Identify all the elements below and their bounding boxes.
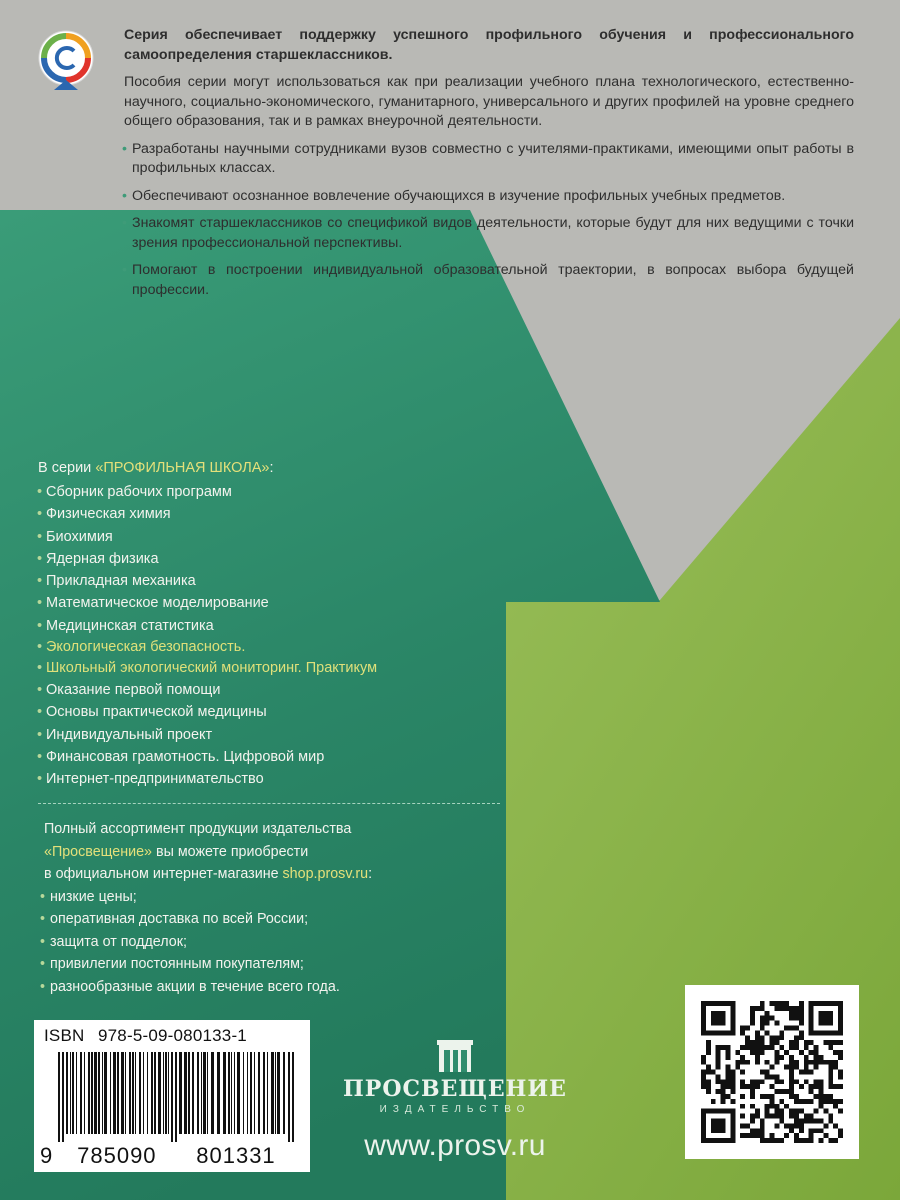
list-item-text: Школьный экологический мониторинг. Практикум: [46, 660, 378, 677]
list-item: • Биохимия: [38, 526, 498, 548]
shop-line-3: [44, 863, 504, 886]
shop-line-2: [44, 841, 504, 864]
isbn-text: [44, 1026, 247, 1046]
list-item: • привилегии постоянным покупателям;: [44, 953, 504, 976]
shop-link[interactable]: shop.prosv.ru: [282, 866, 369, 882]
publisher-brand: «Просвещение»: [44, 843, 153, 860]
isbn-barcode-box: [34, 1020, 310, 1172]
series-description: [124, 26, 854, 308]
list-item: • Финансовая грамотность. Цифровой мир: [38, 746, 498, 768]
shop-line-3-text: в официальном интернет-магазине: [44, 866, 279, 882]
list-item: • Основы практической медицины: [38, 701, 498, 723]
list-item: • Оказание первой помощи: [38, 679, 498, 701]
list-item: • Прикладная механика: [38, 570, 498, 592]
shop-line-3-suffix: :: [368, 866, 373, 882]
intro-bullet: • Обеспечивают осознанное вовлечение обучающихся в изучение профильных учебных предметов.: [124, 187, 854, 207]
list-item: • низкие цены;: [44, 886, 504, 909]
prosveshchenie-logo-icon: [435, 1038, 475, 1074]
series-name: «ПРОФИЛЬНАЯ ШКОЛА»: [95, 460, 270, 476]
list-item-highlighted-continued: [38, 658, 498, 679]
list-item: • оперативная доставка по всей России;: [44, 908, 504, 931]
list-item: • Математическое моделирование: [38, 592, 498, 614]
intro-bullet: • Помогают в построении индивидуальной образовательной траектории, в вопросах выбора будущей профессии.: [124, 261, 854, 300]
list-item: • Интернет-предпринимательство: [38, 768, 498, 790]
shop-line-2-text: вы можете приобрести: [156, 843, 309, 860]
intro-bullet: • Разработаны научными сотрудниками вузов совместно с учителями-практиками, имеющими опыт работы в профильных классах.: [124, 140, 854, 179]
qr-code-box: [685, 985, 859, 1159]
series-heading-suffix: :: [269, 460, 274, 476]
list-item: • Индивидуальный проект: [38, 724, 498, 746]
list-item: • разнообразные акции в течение всего года.: [44, 976, 504, 999]
series-list-section: [38, 460, 498, 791]
barcode-digits-right: 801331: [196, 1143, 276, 1168]
publisher-block: [340, 1038, 570, 1163]
list-item-highlighted: • Экологическая безопасность.: [38, 637, 498, 658]
qr-code-icon[interactable]: [701, 1001, 843, 1143]
series-heading: [38, 460, 498, 476]
section-divider: [38, 803, 500, 804]
intro-bullet: • Знакомят старшеклассников со спецификой видов деятельности, которые будут для них ведущими с точки зрения профессиональной перспективы.: [124, 214, 854, 253]
profile-school-logo-icon: [34, 28, 98, 98]
list-item: • Ядерная физика: [38, 548, 498, 570]
shop-section: [44, 818, 504, 998]
barcode-icon: [40, 1052, 306, 1142]
intro-lead: Серия обеспечивает поддержку успешного профильного обучения и профессионального самоопределения старшеклассников.: [124, 27, 854, 63]
list-item: • защита от подделок;: [44, 931, 504, 954]
series-heading-prefix: В серии: [38, 460, 92, 476]
isbn-label: ISBN: [44, 1026, 85, 1045]
barcode-digits: [40, 1143, 276, 1169]
isbn-number: 978-5-09-080133-1: [98, 1026, 247, 1045]
publisher-website-link[interactable]: www.prosv.ru: [364, 1129, 546, 1162]
shop-line-1: Полный ассортимент продукции издательства: [44, 821, 352, 837]
shop-benefits-list: [44, 886, 504, 999]
list-item: • Сборник рабочих программ: [38, 481, 498, 503]
list-item: • Медицинская статистика: [38, 615, 498, 637]
publisher-subtitle: ИЗДАТЕЛЬСТВО: [379, 1104, 531, 1115]
series-book-list: [38, 481, 498, 791]
intro-paragraph: Пособия серии могут использоваться как при реализации учебного плана технологического, естественно-научного, социально-экономического, гуманитарного, универсального и других профилей на уровне среднего общего образования, так и в рамках внеурочной деятельности.: [124, 74, 854, 129]
barcode-digits-left: 785090: [77, 1143, 157, 1168]
barcode-digit-first: 9: [40, 1143, 54, 1168]
list-item: • Физическая химия: [38, 503, 498, 525]
publisher-name: ПРОСВЕЩЕНИЕ: [343, 1076, 567, 1102]
